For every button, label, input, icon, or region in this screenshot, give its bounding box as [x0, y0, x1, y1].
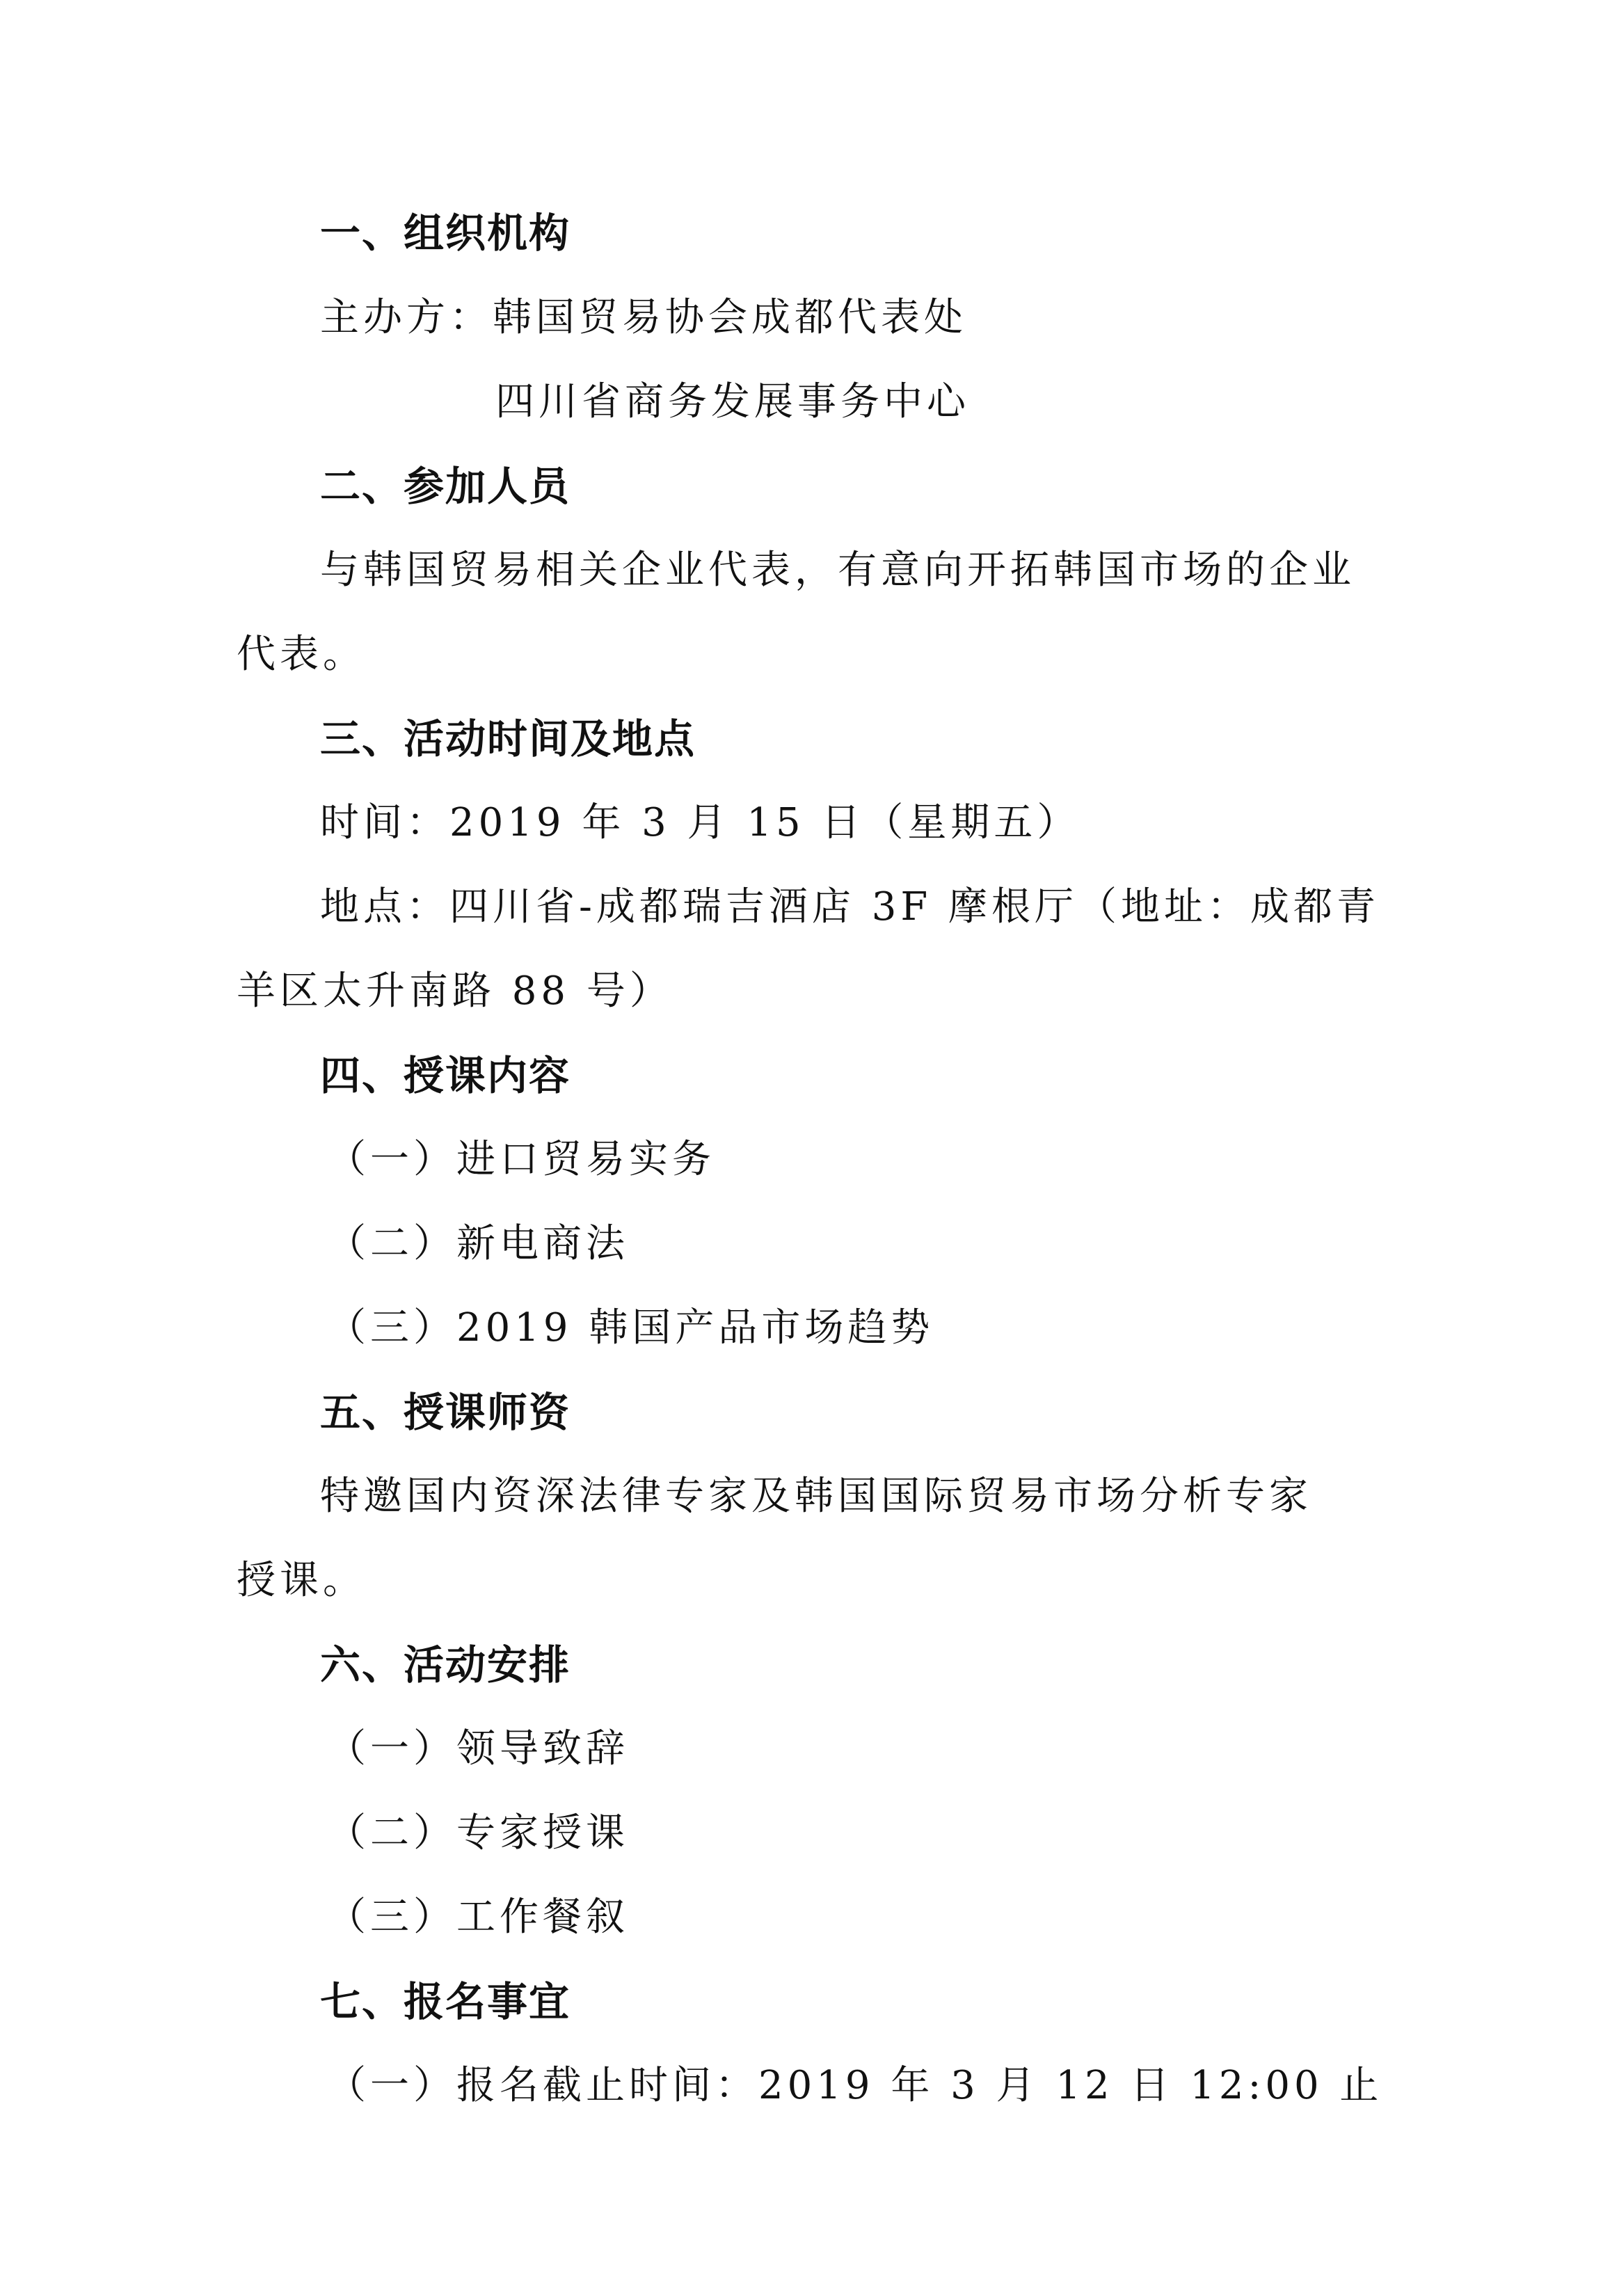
section-heading-course-content: 四、授课内容: [320, 1052, 571, 1099]
instructors-text-line1: 特邀国内资深法律专家及韩国国际贸易市场分析专家: [320, 1474, 1312, 1519]
event-place-line1: 地点：四川省-成都瑞吉酒店 3F 摩根厅（地址：成都青: [320, 884, 1380, 930]
participants-text-line2: 代表。: [237, 632, 366, 677]
schedule-item-3: （三）工作餐叙: [327, 1895, 629, 1940]
section-heading-time-place: 三、活动时间及地点: [320, 715, 696, 763]
participants-text-line1: 与韩国贸易相关企业代表，有意向开拓韩国市场的企业: [320, 548, 1355, 593]
course-item-3: （三）2019 韩国产品市场趋势: [327, 1305, 934, 1350]
section-heading-instructors: 五、授课师资: [320, 1389, 571, 1436]
course-item-1: （一）进口贸易实务: [327, 1137, 715, 1182]
schedule-item-1: （一）领导致辞: [327, 1726, 629, 1771]
schedule-item-2: （二）专家授课: [327, 1810, 629, 1856]
event-time: 时间：2019 年 3 月 15 日（星期五）: [320, 800, 1080, 845]
instructors-text-line2: 授课。: [237, 1558, 366, 1603]
organizer-line-2: 四川省商务发展事务中心: [495, 379, 970, 424]
registration-deadline: （一）报名截止时间：2019 年 3 月 12 日 12:00 止: [327, 2063, 1383, 2108]
section-heading-participants: 二、参加人员: [320, 463, 571, 510]
section-heading-organization: 一、组织机构: [320, 209, 571, 257]
course-item-2: （二）新电商法: [327, 1221, 629, 1266]
event-place-line2: 羊区太升南路 88 号）: [237, 968, 673, 1014]
organizer-line: 主办方：韩国贸易协会成都代表处: [320, 295, 967, 340]
section-heading-registration: 七、报名事宜: [320, 1978, 571, 2025]
section-heading-schedule: 六、活动安排: [320, 1641, 571, 1689]
